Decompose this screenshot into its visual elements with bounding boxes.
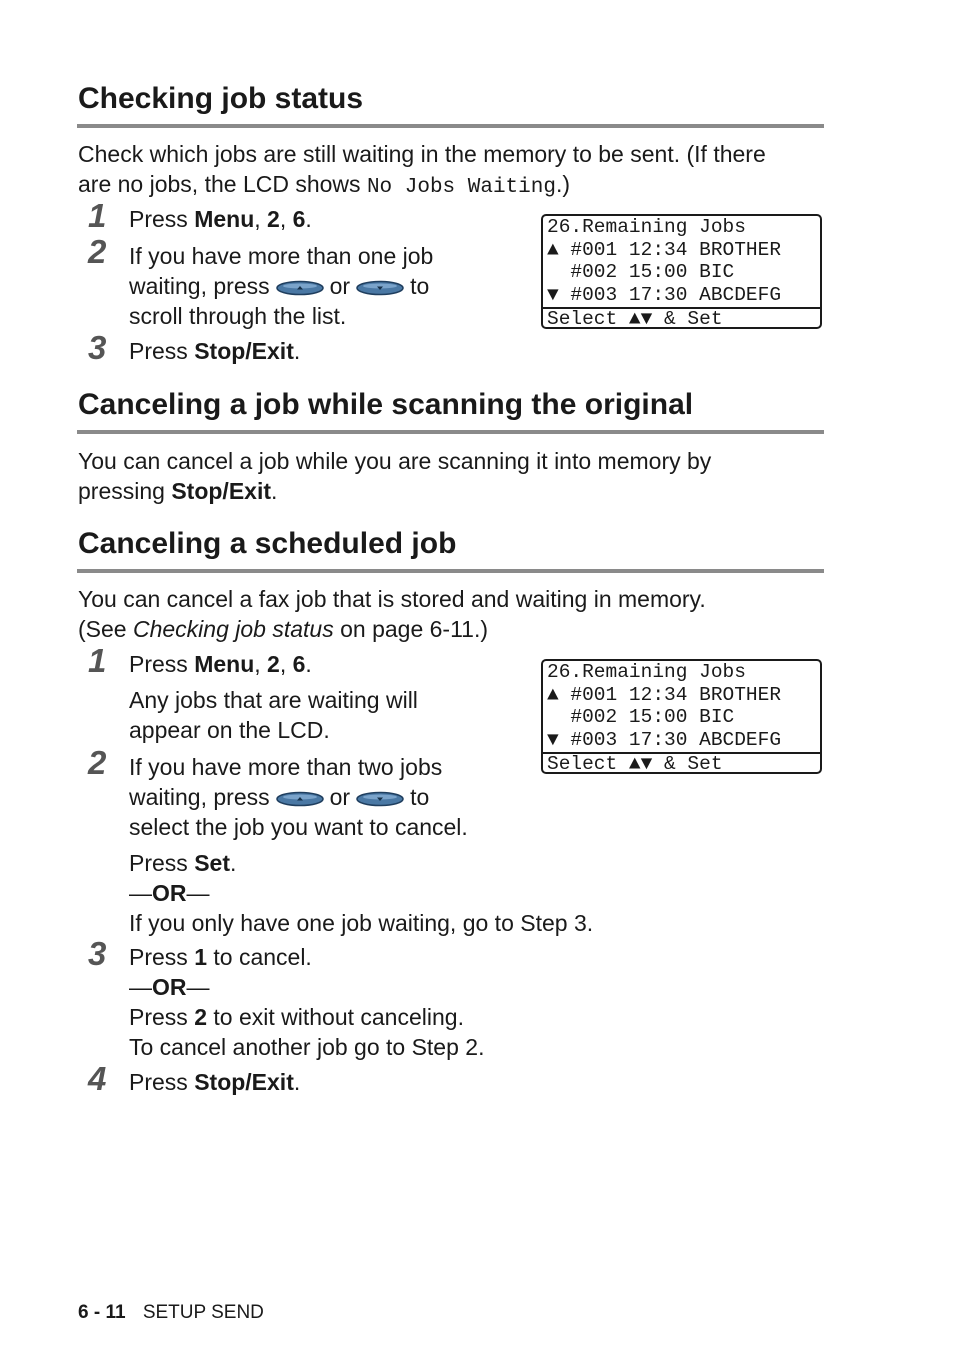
chapter-name: SETUP SEND xyxy=(142,1302,264,1323)
s3-step1-text xyxy=(129,649,418,745)
key-6: 6 xyxy=(292,206,306,232)
stop-exit-key: Stop/Exit xyxy=(194,1069,294,1095)
stop-exit-key: Stop/Exit xyxy=(194,338,294,364)
section-rule xyxy=(77,124,824,128)
section-title-canceling-while-scanning: Canceling a job while scanning the original xyxy=(78,388,694,421)
key-1: 1 xyxy=(194,944,207,970)
s3-step1-sub2: appear on the LCD. xyxy=(129,717,330,743)
down-arrow-button-icon xyxy=(356,791,404,807)
press-text: Press xyxy=(129,944,195,970)
press-text: Press xyxy=(129,1004,195,1030)
waiting-press-text: waiting, press xyxy=(129,784,270,810)
sep: , xyxy=(254,206,268,232)
lcd-display xyxy=(541,214,822,329)
press-text: Press xyxy=(129,651,195,677)
s1-step2-line1: If you have more than one job xyxy=(129,243,434,269)
s3-step2-line1: If you have more than two jobs xyxy=(129,754,443,780)
step-number: 3 xyxy=(88,329,107,366)
or-text: or xyxy=(329,273,351,299)
lcd-line-2: ▲ #001 12:34 BROTHER xyxy=(547,683,782,706)
press-text: Press xyxy=(129,206,195,232)
key-6: 6 xyxy=(292,651,306,677)
section-rule xyxy=(77,569,824,573)
s1-intro-end: .) xyxy=(555,171,571,197)
dash: — xyxy=(129,974,152,1000)
s3-step1-line xyxy=(129,649,418,679)
s3-step4-text xyxy=(129,1067,300,1097)
or-label: OR xyxy=(152,880,187,906)
lcd-line-1: 26.Remaining Jobs xyxy=(547,216,746,238)
key-2: 2 xyxy=(267,651,280,677)
key-2: 2 xyxy=(267,206,280,232)
s3-step2-press-set xyxy=(129,848,593,878)
step-number: 1 xyxy=(88,197,107,234)
s2-line2 xyxy=(78,476,838,506)
lcd-line-1: 26.Remaining Jobs xyxy=(547,661,746,683)
s3-line1: You can cancel a fax job that is stored and waiting in memory. xyxy=(78,586,706,612)
period: . xyxy=(293,338,301,364)
waiting-press-text: waiting, press xyxy=(129,273,270,299)
or-divider xyxy=(129,878,593,908)
s1-step2-text xyxy=(129,241,433,331)
lcd-line-4: ▼ #003 17:30 ABCDEFG xyxy=(547,729,782,752)
s1-intro-line2 xyxy=(78,169,838,203)
s2-body xyxy=(78,446,838,506)
s1-step3-text xyxy=(129,336,300,366)
lcd-line-5: Select ▲▼ & Set xyxy=(547,753,723,774)
lcd-display xyxy=(541,659,822,774)
key-2: 2 xyxy=(194,1004,207,1030)
to-cancel-text: to cancel. xyxy=(206,944,312,970)
exit-text: to exit without canceling. xyxy=(206,1004,464,1030)
step-number: 3 xyxy=(88,935,107,972)
menu-key: Menu xyxy=(194,651,255,677)
sep: , xyxy=(279,206,293,232)
see-text: (See xyxy=(78,616,133,642)
lcd-line-2: ▲ #001 12:34 BROTHER xyxy=(547,238,782,261)
page-number: 6 - 11 xyxy=(78,1302,126,1323)
or-label: OR xyxy=(152,974,187,1000)
s3-body xyxy=(78,584,838,644)
s1-step2-line2 xyxy=(129,271,433,301)
s1-intro-text: are no jobs, the LCD shows xyxy=(78,171,367,197)
sep: , xyxy=(254,651,268,677)
period: . xyxy=(305,206,312,232)
press-text: Press xyxy=(129,850,195,876)
up-arrow-button-icon xyxy=(276,791,324,807)
s3-step2-line3: select the job you want to cancel. xyxy=(129,814,468,840)
s3-step2-line2 xyxy=(129,782,593,812)
lcd-line-5: Select ▲▼ & Set xyxy=(547,308,723,329)
cross-reference: Checking job status xyxy=(132,616,334,642)
section-title-canceling-scheduled-job: Canceling a scheduled job xyxy=(78,527,457,560)
step-number: 1 xyxy=(88,642,107,679)
stop-exit-key: Stop/Exit xyxy=(171,478,271,504)
s3-step1-sub1: Any jobs that are waiting will xyxy=(129,687,418,713)
lcd-line-3: #002 15:00 BIC xyxy=(547,706,735,729)
page-footer xyxy=(78,1302,264,1324)
section-title-checking-job-status: Checking job status xyxy=(78,82,364,115)
lcd-message-no-jobs: No Jobs Waiting xyxy=(366,176,556,199)
or-divider xyxy=(129,972,484,1002)
section-rule xyxy=(77,430,824,434)
s3-step3-text xyxy=(129,942,484,1062)
page-reference: on page 6-11.) xyxy=(333,616,489,642)
set-key: Set xyxy=(194,850,230,876)
s1-intro-line1: Check which jobs are still waiting in the memory to be sent. (If there xyxy=(78,141,766,167)
sep: , xyxy=(279,651,293,677)
period: . xyxy=(305,651,312,677)
to-text: to xyxy=(410,784,430,810)
step-number: 2 xyxy=(88,744,107,781)
s3-step2-alt: If you only have one job waiting, go to Step 3. xyxy=(129,910,594,936)
pressing-text: pressing xyxy=(78,478,172,504)
step-number: 4 xyxy=(88,1060,107,1097)
s3-line2 xyxy=(78,614,838,644)
s3-step3-line3: To cancel another job go to Step 2. xyxy=(129,1034,485,1060)
dash: — xyxy=(129,880,152,906)
s2-line1: You can cancel a job while you are scanning it into memory by xyxy=(78,448,712,474)
s3-step3-line2 xyxy=(129,1002,484,1032)
dash: — xyxy=(186,880,210,906)
dash: — xyxy=(186,974,210,1000)
press-text: Press xyxy=(129,1069,195,1095)
lcd-line-4: ▼ #003 17:30 ABCDEFG xyxy=(547,284,782,307)
period: . xyxy=(271,478,278,504)
press-text: Press xyxy=(129,338,195,364)
period: . xyxy=(293,1069,301,1095)
s1-step1-text xyxy=(129,204,312,234)
to-text: to xyxy=(410,273,430,299)
lcd-line-3: #002 15:00 BIC xyxy=(547,261,735,284)
period: . xyxy=(229,850,237,876)
or-text: or xyxy=(329,784,351,810)
menu-key: Menu xyxy=(194,206,255,232)
s3-step2-text xyxy=(129,752,593,938)
step-number: 2 xyxy=(88,233,107,270)
s1-intro xyxy=(78,139,838,203)
s3-step3-line1 xyxy=(129,942,484,972)
s1-step2-line3: scroll through the list. xyxy=(129,303,347,329)
down-arrow-button-icon xyxy=(356,280,404,296)
up-arrow-button-icon xyxy=(276,280,324,296)
